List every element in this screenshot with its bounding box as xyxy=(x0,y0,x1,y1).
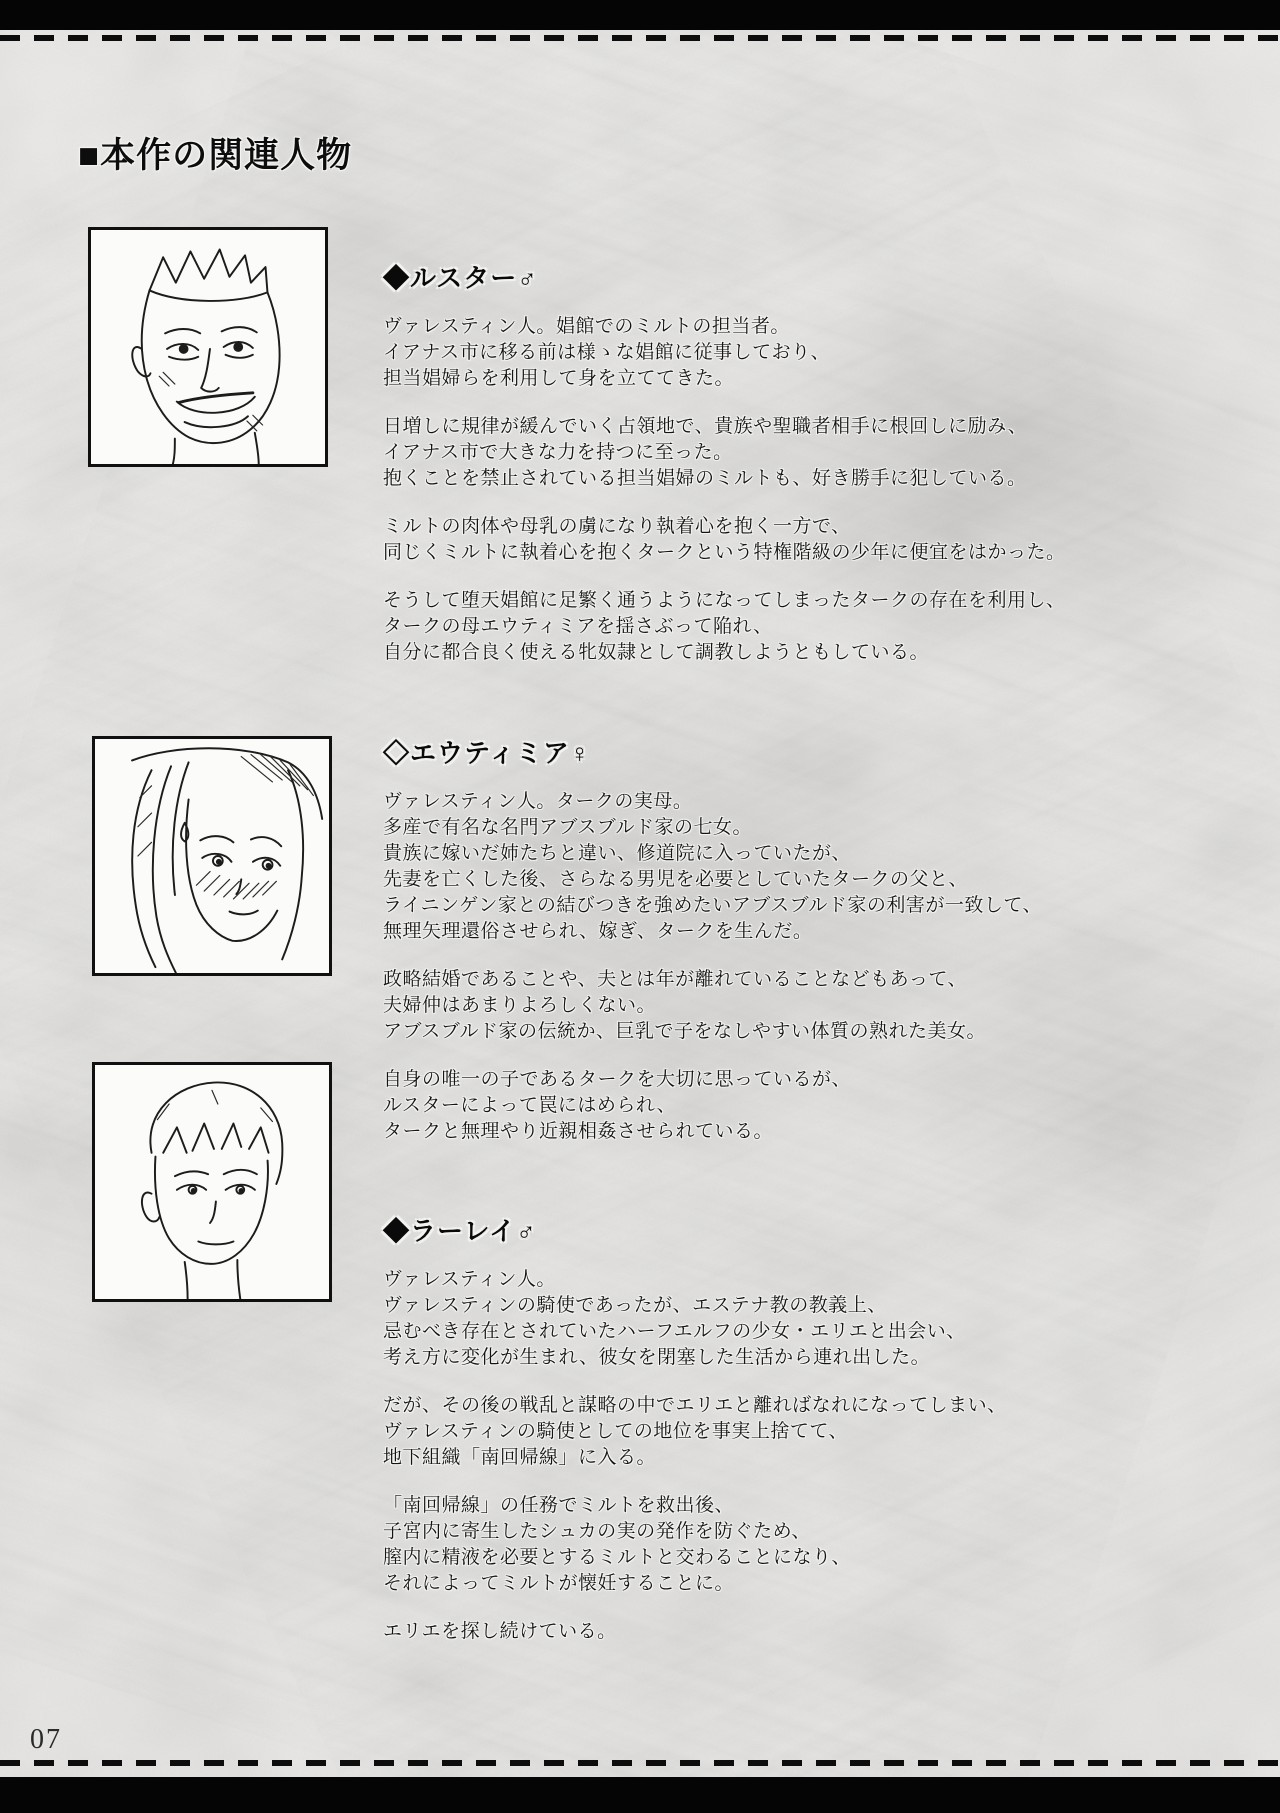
euthymia-sketch-icon xyxy=(95,739,329,973)
text-line: イアナス市に移る前は様ゝな娼館に従事しており、 xyxy=(383,342,831,363)
text-line: 自分に都合良く使える牝奴隷として調教しようともしている。 xyxy=(383,642,930,663)
text-line: 考え方に変化が生まれ、彼女を閉塞した生活から連れ出した。 xyxy=(383,1347,931,1368)
paragraph xyxy=(383,789,1263,945)
paragraph xyxy=(383,1067,1263,1145)
text-line: 自身の唯一の子であるタークを大切に思っているが、 xyxy=(383,1069,852,1090)
text-line: エリエを探し続けている。 xyxy=(383,1621,617,1642)
luster-sketch-icon xyxy=(91,230,325,464)
text-line: 夫婦仲はあまりよろしくない。 xyxy=(383,995,657,1016)
text-line: 膣内に精液を必要とするミルトと交わることになり、 xyxy=(383,1547,852,1568)
top-black-edge xyxy=(0,0,1280,30)
bottom-dashed-border xyxy=(0,1760,1280,1766)
paragraph xyxy=(383,514,1263,566)
paragraph xyxy=(383,1267,1263,1371)
text-line: 先妻を亡くした後、さらなる男児を必要としていたタークの父と、 xyxy=(383,869,969,890)
section-rahrei xyxy=(383,1215,1263,1645)
text-line: ヴァレスティンの騎使としての地位を事実上捨てて、 xyxy=(383,1421,848,1442)
portrait-luster xyxy=(88,227,328,467)
portrait-euthymia xyxy=(92,736,332,976)
text-line: それによってミルトが懐妊することに。 xyxy=(383,1573,735,1594)
bottom-black-edge xyxy=(0,1777,1280,1813)
page-title: ■本作の関連人物 xyxy=(78,136,353,175)
text-line: 貴族に嫁いだ姉たちと違い、修道院に入っていたが、 xyxy=(383,843,852,864)
paragraph xyxy=(383,1493,1263,1597)
text-line: だが、その後の戦乱と謀略の中でエリエと離ればなれになってしまい、 xyxy=(383,1395,1007,1416)
text-line: ミルトの肉体や母乳の虜になり執着心を抱く一方で、 xyxy=(383,516,851,537)
section-euthymia xyxy=(383,737,1263,1145)
text-line: 地下組織「南回帰線」に入る。 xyxy=(383,1447,657,1468)
section-heading: ◇エウティミア♀ xyxy=(383,738,591,768)
text-line: 担当娼婦らを利用して身を立ててきた。 xyxy=(383,368,735,389)
top-dashed-border xyxy=(0,35,1280,41)
text-line: 子宮内に寄生したシュカの実の発作を防ぐため、 xyxy=(383,1521,811,1542)
paragraph xyxy=(383,1619,1263,1645)
text-line: ヴァレスティン人。 xyxy=(383,1269,556,1290)
text-line: 「南回帰線」の任務でミルトを救出後、 xyxy=(383,1495,735,1516)
text-line: 抱くことを禁止されている担当娼婦のミルトも、好き勝手に犯している。 xyxy=(383,468,1027,489)
text-line: ルスターによって罠にはめられ、 xyxy=(383,1095,677,1116)
text-line: 日増しに規律が緩んでいく占領地で、貴族や聖職者相手に根回しに励み、 xyxy=(383,416,1028,437)
page-number: 07 xyxy=(30,1724,62,1755)
rahrei-sketch-icon xyxy=(95,1065,329,1299)
paragraph xyxy=(383,314,1263,392)
portrait-rahrei xyxy=(92,1062,332,1302)
paragraph xyxy=(383,414,1263,492)
section-heading: ◆ラーレイ♂ xyxy=(383,1216,537,1246)
text-line: タークの母エウティミアを揺さぶって陥れ、 xyxy=(383,616,773,637)
text-line: 忌むべき存在とされていたハーフエルフの少女・エリエと出会い、 xyxy=(383,1321,966,1342)
text-line: そうして堕天娼館に足繁く通うようになってしまったタークの存在を利用し、 xyxy=(383,590,1066,611)
text-line: イアナス市で大きな力を持つに至った。 xyxy=(383,442,733,463)
section-heading: ◆ルスター♂ xyxy=(383,263,538,293)
paragraph xyxy=(383,967,1263,1045)
text-line: ヴァレスティン人。タークの実母。 xyxy=(383,791,693,812)
text-line: 無理矢理還俗させられ、嫁ぎ、タークを生んだ。 xyxy=(383,921,813,942)
text-line: ライニンゲン家との結びつきを強めたいアブスブルド家の利害が一致して、 xyxy=(383,895,1043,916)
section-luster xyxy=(383,262,1263,666)
text-line: アブスブルド家の伝統か、巨乳で子をなしやすい体質の熟れた美女。 xyxy=(383,1021,986,1042)
paragraph xyxy=(383,1393,1263,1471)
text-line: 同じくミルトに執着心を抱くタークという特権階級の少年に便宜をはかった。 xyxy=(383,542,1066,563)
text-line: 多産で有名な名門アブスブルド家の七女。 xyxy=(383,817,752,838)
text-line: タークと無理やり近親相姦させられている。 xyxy=(383,1121,774,1142)
text-line: ヴァレスティン人。娼館でのミルトの担当者。 xyxy=(383,316,790,337)
text-line: ヴァレスティンの騎使であったが、エステナ教の教義上、 xyxy=(383,1295,887,1316)
text-line: 政略結婚であることや、夫とは年が離れていることなどもあって、 xyxy=(383,969,968,990)
paragraph xyxy=(383,588,1263,666)
